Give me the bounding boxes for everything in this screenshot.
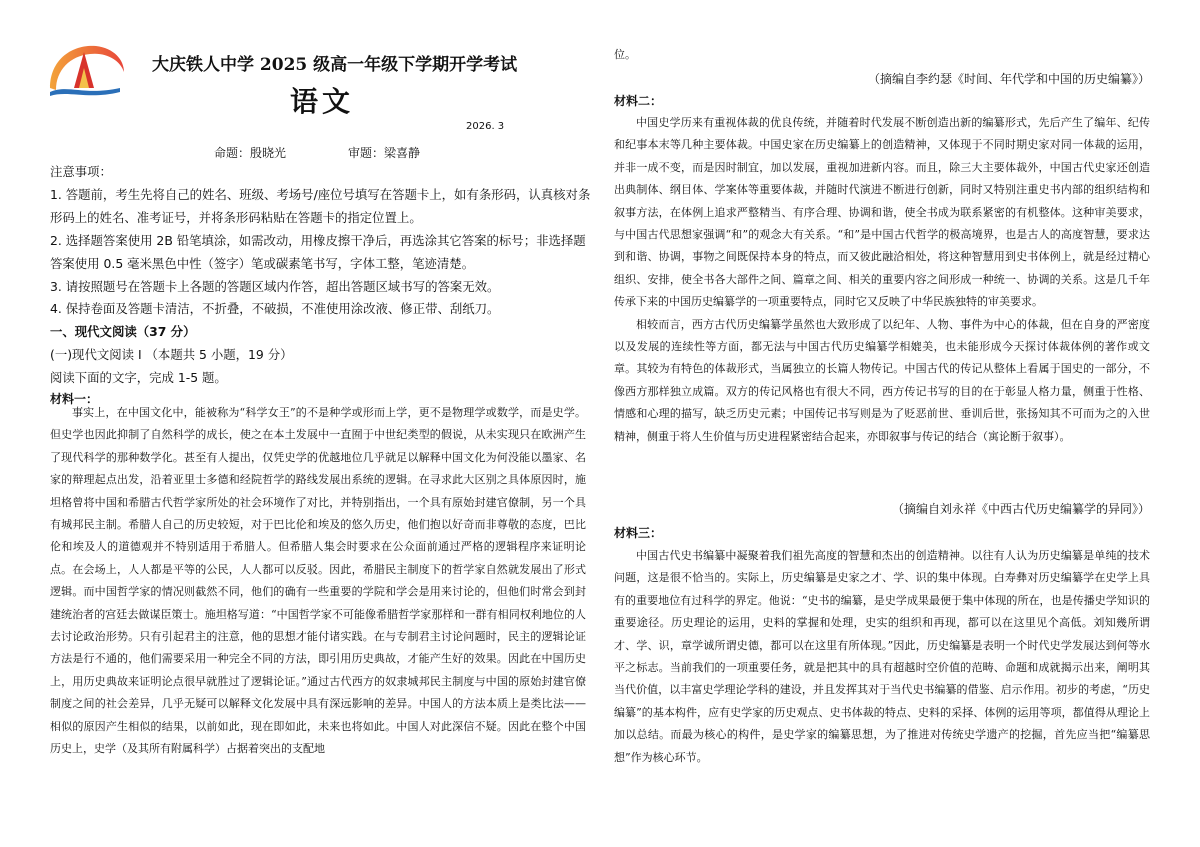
section-heading: 一、现代文阅读（37 分） [50,324,196,339]
material2-paragraph: 中国史学历来有重视体裁的优良传统，并随着时代发展不断创造出新的编纂形式，先后产生了编年、纪传和纪事本末等几种主要体裁。中国史家在历史编纂上的创造精神，又体现于不同时期史家对同一体裁的运用，并非一成不变，而是因时制宜，加以发展，重视加进新内容。而且，除三大主要体裁外，中国古代史家还创造出典制体、纲目体、学案体等重要体裁，并随时代演进不断进行创新，同时又特别注重史书内部的组织结构和叙事方法，在体例上追求严整精当、有序合理、协调和谐，使全书成为联系紧密的有机整体。这种审美要求，与中国古代思想家强调“和”的观念大有关系。“和”是中国古代哲学的极高境界，也是古人的高度智慧，要求达到和谐、协调，事物之间既保持本身的特点，而又彼此融洽相处，将这种智慧用到史书体例上，就是经过精心组织、安排，使全书各大部件之间、篇章之间、相关的重要内容之间形成一种统一、协调的关系。这是几千年传承下来的中国历史编纂学的一项重要特点，同时它又反映了中华民族独特的审美要求。 [614,116,1150,309]
material2-paragraph: 相较而言，西方古代历史编纂学虽然也大致形成了以纪年、人物、事件为中心的体裁，但在自身的严密度以及发展的连续性等方面，都无法与中国古代历史编纂学相媲美，也未能形成今天探讨体裁体例的著作或文章。其较为有特色的体裁形式，当属独立的长篇人物传记。中国古代的传记从整体上看属于国史的一部分，不像西方那样独立成篇。双方的传记风格也有很大不同，西方传记书写的目的在于彰显人格力量，侧重于性格、情感和心理的描写，缺乏历史元素；中国传记书写则是为了贬恶前世、垂训后世，张扬知其不可而为之的入世精神，侧重于将人生价值与历史进程紧密结合起来，亦即叙事与传记的结合（寓论断于叙事）。 [614,317,1150,443]
citation-2: （摘编自刘永祥《中西古代历史编纂学的异同》） [891,502,1150,516]
reviewer: 审题：梁喜静 [348,146,421,160]
material3-paragraph: 中国古代史书编纂中凝聚着我们祖先高度的智慧和杰出的创造精神。以往有人认为历史编纂是单纯的技术问题，这是很不恰当的。实际上，历史编纂是史家之才、学、识的集中体现。白寿彝对历史编纂学在史学上具有的重要地位有过科学的界定。他说：“史书的编纂，是史学成果最便于集中体现的所在，也是传播史学知识的重要途径。历史理论的运用，史料的掌握和处理，史实的组织和再现，都可以在这里见个高低。刘知幾所谓才、学、识，章学诚所谓史德，都可以在这里有所体现。”因此，历史编纂是表明一个时代史学发展达到何等水平之标志。当前我们的一项重要任务，就是把其中的具有超越时空价值的范畴、命题和成就揭示出来，阐明其当代价值，以丰富史学理论学科的建设，并且发挥其对于当代史书编纂的借鉴、启示作用。初步的考虑，“历史编纂”的基本构件，应有史学家的历史观点、史书体裁的特点、史料的采择、体例的运用等项，都值得从理论上加以总结。而最为核心的构件，是史学家的编纂思想，为了推进对传统史学遗产的挖掘，首先应当把“编纂思想”作为核心环节。 [614,549,1150,764]
material1-body [50,402,586,761]
exam-title: 大庆铁人中学 2025 级高一年级下学期开学考试 [152,55,518,75]
notice-line: 2. 选择题答案使用 2B 铅笔填涂，如需改动，用橡皮擦干净后，再选涂其它答案的标号；非选择题 [50,233,586,248]
subsection-heading: (一)现代文阅读 I （本题共 5 小题，19 分） [50,347,293,362]
school-logo [44,38,126,104]
notice-line: 4. 保持卷面及答题卡清洁，不折叠，不破损，不准使用涂改液、修正带、刮纸刀。 [50,301,500,316]
notice-line: 形码上的姓名、准考证号，并将条形码粘贴在答题卡的指定位置上。 [50,210,422,225]
proposer: 命题：殷晓光 [214,146,287,160]
notice-line: 1. 答题前，考生先将自己的姓名、班级、考场号/座位号填写在答题卡上，如有条形码，认真核对条 [50,187,591,202]
subject-title: 语文 [290,85,355,118]
citation-1: （摘编自李约瑟《时间、年代学和中国的历史编纂》） [867,72,1150,86]
notice-line: 答案使用 0.5 毫米黑色中性（签字）笔或碳素笔书写，字体工整，笔迹清楚。 [50,256,475,271]
authors-line [214,144,420,161]
material1-carry-over: 位。 [614,48,636,61]
material2-body [614,112,1150,448]
exam-date: 2026. 3 [466,121,505,132]
material3-label: 材料三： [614,526,663,540]
notice-line: 3. 请按照题号在答题卡上各题的答题区域内作答，超出答题区域书写的答案无效。 [50,279,500,294]
instruction-text: 阅读下面的文字，完成 1-5 题。 [50,370,227,385]
notice-heading: 注意事项： [50,164,112,179]
material3-body [614,545,1150,769]
material1-label: 材料一： [50,392,99,406]
material2-label: 材料二： [614,94,663,108]
material1-paragraph: 事实上，在中国文化中，能被称为“科学女王”的不是种学或形而上学，更不是物理学或数学，而是史学。但史学也因此抑制了自然科学的成长，使之在本土发展中一直囿于中世纪类型的假说，从未实现只在欧洲产生了现代科学的那种数学化。甚至有人提出，仅凭史学的优越地位几乎就足以解释中国文化为何没能以墨家、名家的辩理起点出发，沿着亚里士多德和经院哲学的路线发展出系统的逻辑。在寻求此大区别之具体原因时，施坦格曾将中国和希腊古代哲学家所处的社会环境作了对比，并特别指出，一个具有原始封建官僚制，另一个具有城邦民主制。希腊人自己的历史较短，对于巴比伦和埃及的悠久历史，他们抱以好奇而非尊敬的态度，巴比伦和埃及人的道德观并不特别适用于希腊人。但希腊人集会时要求在公众面前通过严格的逻辑程序来证明论点。在会场上，人人都是平等的公民，人人都可以反驳。因此，希腊民主制度下的哲学家自然就发展出了形式逻辑。而中国哲学家的情况则截然不同，他们的确有一些重要的学院和学会是用来讨论的，但他们时常会到封建统治者的宫廷去做谋臣策士。施坦格写道：“中国哲学家不可能像希腊哲学家那样和一群有相同权利地位的人去讨论政治形势。只有引起君主的注意，他的思想才能付诸实践。在与专制君主讨论问题时，民主的逻辑论证方法是行不通的，他们需要采用一种完全不同的方法，即引用历史典故，才能产生好的效果。因此在中国历史上，用历史典故来证明论点很早就胜过了逻辑论证。”通过古代西方的奴隶城邦民主制度与中国的原始封建官僚制度之间的社会差异，几乎无疑可以解释文化发展中具有深远影响的差异。中国人的方法本质上是类比法——相似的原因产生相似的结果，以前如此，现在即如此，未来也将如此。中国人对此深信不疑。因此在整个中国历史上，史学（及其所有附属科学）占据着突出的支配地 [50,406,586,756]
